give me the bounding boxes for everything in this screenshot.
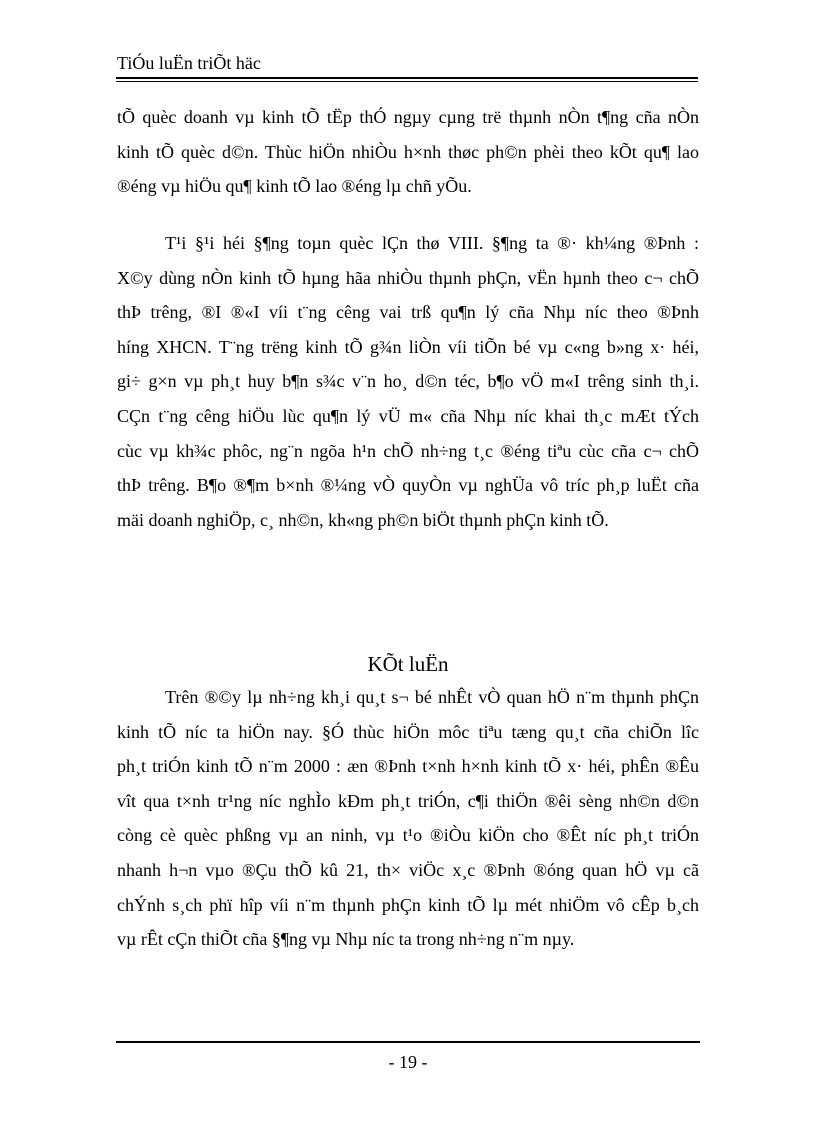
- section-heading: KÕt luËn: [367, 652, 449, 676]
- text-line: vît qua t×nh tr¹ng níc nghÌo kÐm ph¸t triÓn, c¶i thiÖn ®êi sèng nh©n d©n: [117, 790, 699, 811]
- text-line: X©y dùng nÒn kinh tÕ hµng hãa nhiÒu thµnh phÇn, vËn hµnh theo c¬ chÕ: [117, 267, 699, 288]
- paragraph-conclusion: [117, 680, 699, 957]
- text-line: T¹i §¹i héi §¶ng toµn quèc lÇn thø VIII. §¶ng ta ®· kh¼ng ®Þnh :: [165, 233, 699, 253]
- text-line: ®éng vµ hiÖu qu¶ kinh tÕ lao ®éng lµ chñ yÕu.: [117, 176, 472, 197]
- page-number: - 19 -: [388, 1052, 428, 1072]
- text-line: kinh tÕ quèc d©n. Thùc hiÖn nhiÒu h×nh thøc ph©n phèi theo kÕt qu¶ lao: [117, 141, 699, 162]
- text-line: híng XHCN. T¨ng trëng kinh tÕ g¾n liÒn víi tiÕn bé vµ c«ng b»ng x· héi,: [117, 336, 699, 357]
- text-line: nhanh h¬n vµo ®Çu thÕ kû 21, th× viÖc x¸c ®Þnh ®óng quan hÖ vµ cã: [117, 859, 699, 880]
- footer-rule: [116, 1041, 700, 1043]
- paragraph-continued: [117, 100, 699, 204]
- text-line: vµ rÊt cÇn thiÕt cña §¶ng vµ Nhµ níc ta trong nh÷ng n¨m nµy.: [117, 929, 575, 950]
- header-rule-thin: [116, 81, 698, 82]
- text-line: tÕ quèc doanh vµ kinh tÕ tËp thÓ ngµy cµng trë thµnh nÒn t¶ng cña nÒn: [117, 107, 699, 127]
- header-rule: [116, 77, 698, 79]
- text-line: thÞ trêng, ®I ®«I víi t¨ng cêng vai trß qu¶n lý cña Nhµ níc theo ®Þnh: [117, 302, 699, 323]
- text-line: mäi doanh nghiÖp, c¸ nh©n, kh«ng ph©n biÖt thµnh phÇn kinh tÕ.: [117, 509, 609, 530]
- header-title: TiÓu luËn triÕt häc: [117, 53, 261, 73]
- text-line: Trên ®©y lµ nh÷ng kh¸i qu¸t s¬ bé nhÊt vÒ quan hÖ n¨m thµnh phÇn: [165, 687, 699, 707]
- paragraph-congress: [117, 226, 699, 537]
- text-line: CÇn t¨ng cêng hiÖu lùc qu¶n lý vÜ m« cña Nhµ níc khai th¸c mÆt tÝch: [117, 405, 699, 426]
- text-line: cùc vµ kh¾c phôc, ng¨n ngõa h¹n chÕ nh÷ng t¸c ®éng tiªu cùc cña c¬ chÕ: [117, 440, 699, 461]
- text-line: thÞ trêng. B¶o ®¶m b×nh ®¼ng vÒ quyÒn vµ nghÜa vô tríc ph¸p luËt cña: [117, 475, 699, 496]
- text-line: gi÷ g×n vµ ph¸t huy b¶n s¾c v¨n ho¸ d©n téc, b¶o vÖ m«I trêng sinh th¸i.: [117, 371, 699, 392]
- text-line: ph¸t triÓn kinh tÕ n¨m 2000 : æn ®Þnh t×nh h×nh kinh tÕ x· héi, phÊn ®Êu: [117, 756, 699, 777]
- text-line: còng cè quèc phßng vµ an ninh, vµ t¹o ®iÒu kiÖn cho ®Êt níc ph¸t triÓn: [117, 825, 699, 846]
- text-line: chÝnh s¸ch phï hîp víi n¨m thµnh phÇn kinh tÕ lµ mét nhiÖm vô cÊp b¸ch: [117, 894, 699, 915]
- text-line: kinh tÕ níc ta hiÖn nay. §Ó thùc hiÖn môc tiªu tæng qu¸t cña chiÕn lîc: [117, 721, 699, 742]
